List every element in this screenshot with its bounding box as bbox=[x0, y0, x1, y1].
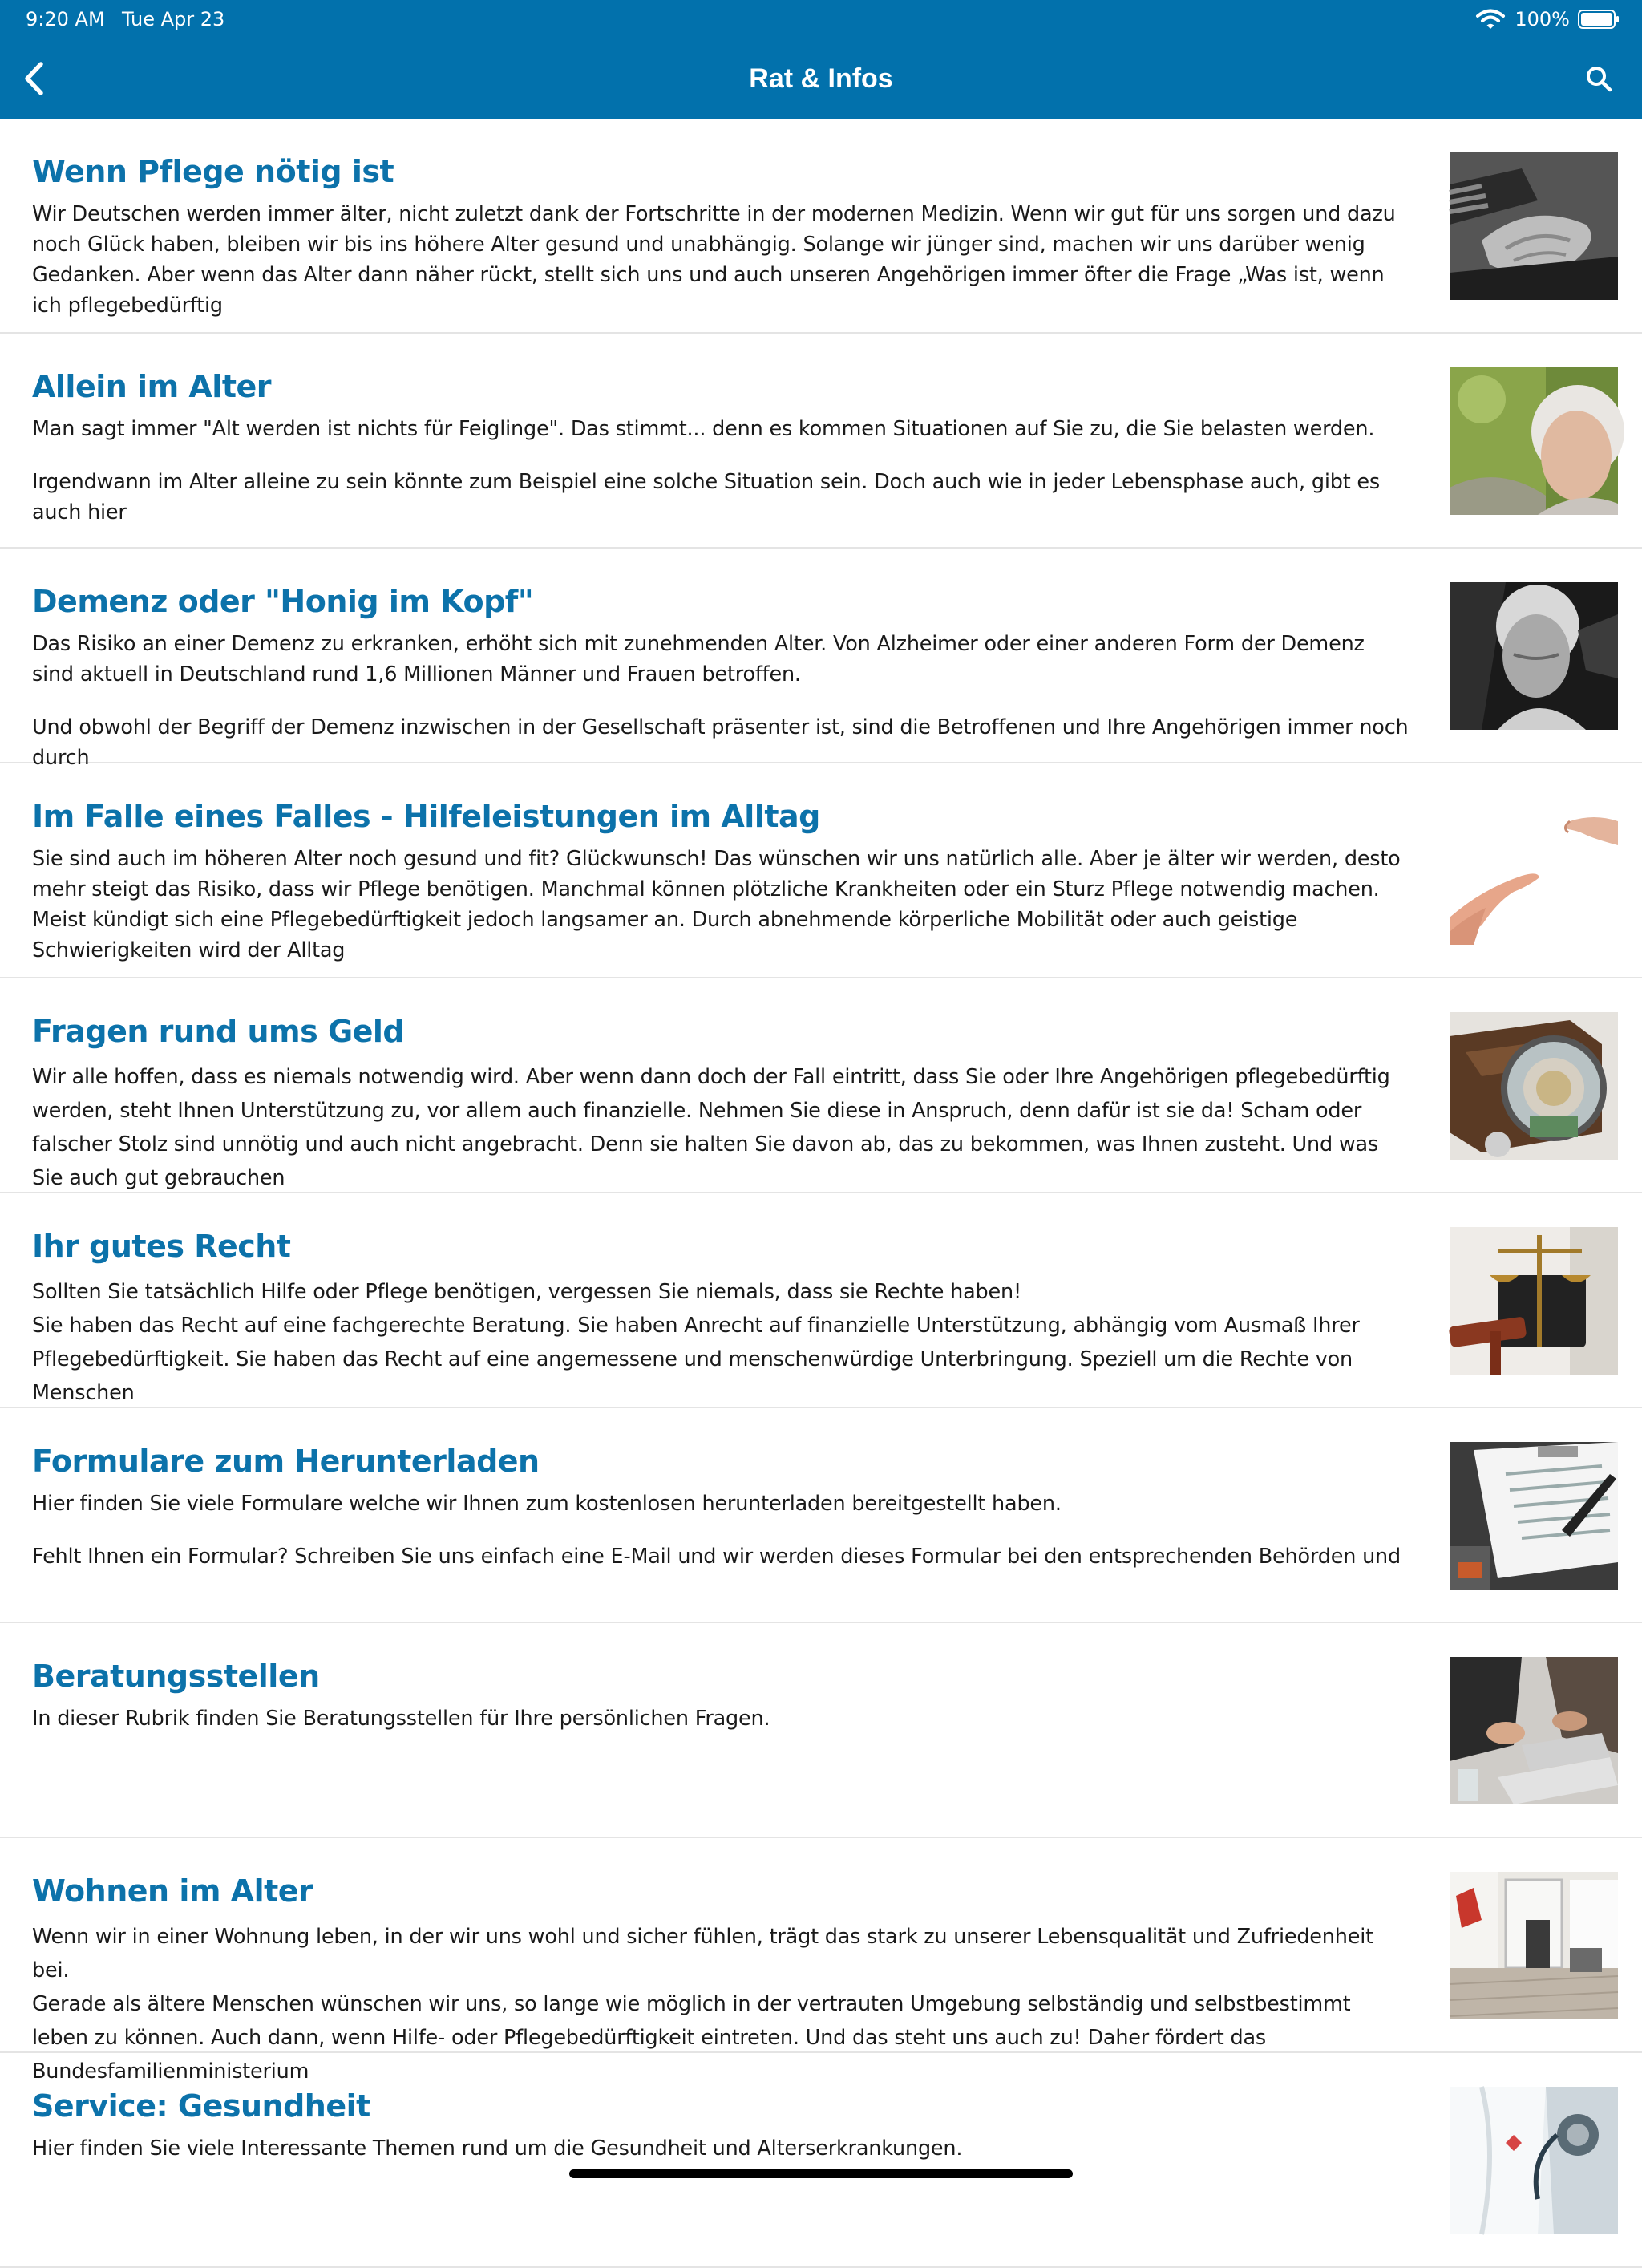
article-title: Service: Gesundheit bbox=[32, 2088, 370, 2124]
article-thumbnail bbox=[1450, 2087, 1618, 2234]
article-thumbnail bbox=[1450, 1442, 1618, 1590]
excerpt-paragraph: Sollten Sie tatsächlich Hilfe oder Pflege benötigen, vergessen Sie niemals, dass sie Rechte haben! bbox=[32, 1280, 1022, 1304]
battery-icon bbox=[1578, 10, 1620, 29]
article-list-item[interactable] bbox=[0, 2053, 1642, 2268]
doctor-stethoscope-photo-icon bbox=[1450, 2087, 1618, 2234]
article-title: Wenn Pflege nötig ist bbox=[32, 154, 394, 189]
article-title: Allein im Alter bbox=[32, 369, 272, 404]
app-header bbox=[0, 0, 1642, 119]
article-list-item[interactable] bbox=[0, 1838, 1642, 2084]
article-excerpt bbox=[32, 1060, 1411, 1190]
article-excerpt bbox=[32, 1275, 1411, 1405]
article-excerpt bbox=[32, 199, 1411, 324]
article-list-item[interactable] bbox=[0, 1623, 1642, 1838]
search-icon bbox=[1585, 65, 1612, 92]
article-title: Im Falle eines Falles - Hilfeleistungen im Alltag bbox=[32, 799, 820, 834]
article-thumbnail bbox=[1450, 1012, 1618, 1160]
wifi-icon bbox=[1476, 9, 1505, 30]
excerpt-paragraph: Wir alle hoffen, dass es niemals notwendig wird. Aber wenn dann doch der Fall eintritt, dass Sie oder Ihre Angehörigen pflegebedürftig werden, steht Ihnen Unterstützung zu, vor allem auch finanzielle. Nehmen Sie diese in Anspruch, denn dafür ist sie da! Scham oder falscher Stolz sind unnötig und auch nicht angebracht. Denn sie halten Sie davon ab, das zu bekommen, was Ihnen zusteht. Und was Sie auch gut gebrauchen bbox=[32, 1065, 1390, 1190]
excerpt-paragraph: Irgendwann im Alter alleine zu sein könnte zum Beispiel eine solche Situation sein. Doch auch wie in jeder Lebensphase auch, gibt es auch hier bbox=[32, 470, 1380, 524]
article-thumbnail bbox=[1450, 1872, 1618, 2019]
article-excerpt bbox=[32, 629, 1411, 770]
excerpt-paragraph: Und obwohl der Begriff der Demenz inzwischen in der Gesellschaft präsenter ist, sind die Betroffenen und Ihre Angehörigen immer noch durch bbox=[32, 715, 1409, 770]
article-thumbnail bbox=[1450, 582, 1618, 730]
article-list-item[interactable] bbox=[0, 978, 1642, 1193]
article-title: Beratungsstellen bbox=[32, 1658, 320, 1694]
excerpt-paragraph: Wir Deutschen werden immer älter, nicht zuletzt dank der Fortschritte in der modernen Medizin. Wenn wir gut für uns sorgen und dazu noch Glück haben, bleiben wir bis ins höhere Alter gesund und unabhängig. Solange wir jünger sind, machen wir uns darüber wenig Gedanken. Aber wenn das Alter dann näher rückt, stellt sich uns und auch unseren Angehörigen immer öfter die Frage „Was ist, wenn ich pflegebedürftig bbox=[32, 202, 1396, 318]
navigation-bar bbox=[0, 38, 1642, 119]
article-list-item[interactable] bbox=[0, 763, 1642, 978]
article-list-item[interactable] bbox=[0, 549, 1642, 770]
excerpt-paragraph: Das Risiko an einer Demenz zu erkranken, erhöht sich mit zunehmenden Alter. Von Alzheimer oder einer anderen Form der Demenz sind aktuell in Deutschland rund 1,6 Millionen Männer und Frauen betroffen. bbox=[32, 632, 1365, 686]
status-bar bbox=[0, 0, 1642, 38]
clipboard-form-photo-icon bbox=[1450, 1442, 1618, 1590]
article-list-item[interactable] bbox=[0, 1408, 1642, 1623]
article-excerpt bbox=[32, 844, 1411, 969]
search-button[interactable] bbox=[1581, 61, 1616, 96]
article-thumbnail bbox=[1450, 797, 1618, 945]
excerpt-paragraph: Man sagt immer "Alt werden ist nichts für Feiglinge". Das stimmt... denn es kommen Situationen auf Sie zu, die Sie belasten werden. bbox=[32, 417, 1375, 441]
excerpt-paragraph: Wenn wir in einer Wohnung leben, in der wir uns wohl und sicher fühlen, trägt das stark zu unserer Lebensqualität und Zufriedenheit bei. bbox=[32, 1925, 1373, 1982]
article-thumbnail bbox=[1450, 367, 1618, 515]
excerpt-paragraph: Fehlt Ihnen ein Formular? Schreiben Sie uns einfach eine E-Mail und wir werden dieses Formular bei den entsprechenden Behörden und bbox=[32, 1545, 1401, 1569]
wallet-coins-photo-icon bbox=[1450, 1012, 1618, 1160]
article-thumbnail bbox=[1450, 152, 1618, 300]
article-excerpt bbox=[32, 1488, 1411, 1614]
article-excerpt bbox=[32, 1920, 1411, 2084]
consultation-laptop-photo-icon bbox=[1450, 1657, 1618, 1804]
article-title: Fragen rund ums Geld bbox=[32, 1014, 405, 1049]
page-title: Rat & Infos bbox=[749, 63, 893, 94]
hands-photo-icon bbox=[1450, 152, 1618, 300]
article-thumbnail bbox=[1450, 1227, 1618, 1375]
article-title: Ihr gutes Recht bbox=[32, 1229, 291, 1264]
scales-gavel-photo-icon bbox=[1450, 1227, 1618, 1375]
article-title: Wohnen im Alter bbox=[32, 1873, 313, 1909]
elderly-woman-photo-icon bbox=[1450, 367, 1618, 515]
article-list bbox=[0, 119, 1642, 2268]
excerpt-paragraph: Hier finden Sie viele Interessante Themen rund um die Gesundheit und Alterserkrankungen. bbox=[32, 2136, 963, 2161]
status-time: 9:20 AM bbox=[26, 8, 105, 30]
battery-percentage: 100% bbox=[1515, 8, 1570, 30]
article-list-item[interactable] bbox=[0, 1193, 1642, 1408]
article-list-item[interactable] bbox=[0, 334, 1642, 549]
status-indicators bbox=[1476, 0, 1620, 38]
article-excerpt bbox=[32, 2133, 1411, 2258]
excerpt-paragraph: Hier finden Sie viele Formulare welche wir Ihnen zum kostenlosen herunterladen bereitgestellt haben. bbox=[32, 1492, 1062, 1516]
article-excerpt bbox=[32, 1703, 1411, 1829]
reaching-hands-photo-icon bbox=[1450, 797, 1618, 945]
article-list-item[interactable] bbox=[0, 119, 1642, 334]
article-title: Demenz oder "Honig im Kopf" bbox=[32, 584, 534, 619]
senior-portrait-photo-icon bbox=[1450, 582, 1618, 730]
article-excerpt bbox=[32, 414, 1411, 539]
status-date: Tue Apr 23 bbox=[122, 8, 225, 30]
apartment-interior-photo-icon bbox=[1450, 1872, 1618, 2019]
excerpt-paragraph: Gerade als ältere Menschen wünschen wir uns, so lange wie möglich in der vertrauten Umgebung selbständig und selbstbestimmt leben zu können. Auch dann, wenn Hilfe- oder Pflegebedürftigkeit eintreten. Und das steht uns auch zu! Daher fördert das Bundesfamilienministerium bbox=[32, 1992, 1351, 2084]
excerpt-paragraph: Sie haben das Recht auf eine fachgerechte Beratung. Sie haben Anrecht auf finanzielle Unterstützung, abhängig vom Ausmaß Ihrer Pflegebedürftigkeit. Sie haben das Recht auf eine angemessene und menschenwürdige Unterbringung. Speziell um die Rechte von Menschen bbox=[32, 1314, 1360, 1405]
article-title: Formulare zum Herunterladen bbox=[32, 1444, 540, 1479]
excerpt-paragraph: Sie sind auch im höheren Alter noch gesund und fit? Glückwunsch! Das wünschen wir uns natürlich alle. Aber je älter wir werden, desto mehr steigt das Risiko, dass wir Pflege benötigen. Manchmal können plötzliche Krankheiten oder ein Sturz Pflege notwendig machen. Meist kündigt sich eine Pflegebedürftigkeit jedoch langsamer an. Durch abnehmende körperliche Mobilität oder auch geistige Schwierigkeiten wird der Alltag bbox=[32, 847, 1401, 962]
excerpt-paragraph: In dieser Rubrik finden Sie Beratungsstellen für Ihre persönlichen Fragen. bbox=[32, 1707, 770, 1731]
article-thumbnail bbox=[1450, 1657, 1618, 1804]
home-indicator[interactable] bbox=[569, 2169, 1073, 2178]
